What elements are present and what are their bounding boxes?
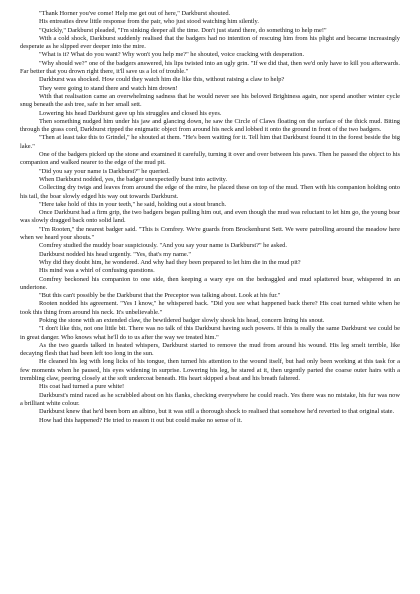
paragraph: "Here take hold of this in your teeth," he said, holding out a stout branch.	[39, 200, 227, 208]
paragraph: Comfrey beckoned his companion to one side, then keeping a wary eye on the bedraggled and mud splattered boar, whispered in an undertone.	[20, 275, 400, 291]
paragraph: "I'm Rooten," the nearest badger said. "This is Comfrey. We're guards from Brockenhurst Sett. We were patrolling around the meadow here when we heard your shouts."	[20, 225, 400, 242]
story-text	[20, 10, 400, 425]
paragraph: Poking the stone with an extended claw, the bewildered badger slowly shook his head, concern lining his snout.	[39, 316, 325, 324]
paragraph: "What is it? What do you want? Why won't you help me?" he shouted, voice cracking with desperation.	[39, 51, 305, 59]
paragraph: They were going to stand there and watch him drown!	[39, 84, 178, 92]
paragraph: "Then at least take this to Grindel," he shouted at them. "He's been waiting for it. Tell him that Darkburst found it in the forest beside the big lake."	[20, 134, 400, 150]
paragraph: Comfrey studied the muddy boar suspiciously. "And you say your name is Darkburst?" he asked.	[39, 242, 287, 250]
paragraph: "But this can't possibly be the Darkburst that the Preceptor was talking about. Look at his fur."	[39, 292, 281, 300]
paragraph: When Darkburst nodded, yes, the badger unexpectedly burst into activity.	[39, 175, 228, 183]
paragraph: His mind was a whirl of confusing questions.	[39, 267, 155, 275]
paragraph: Collecting dry twigs and leaves from around the edge of the mire, he placed these on top of the mud. Then with his companion holding onto his tail, the boar slowly edged his way out towards Darkburst.	[20, 184, 400, 200]
paragraph: "Thank Horner you've come! Help me get out of here," Darkburst shouted.	[39, 10, 231, 17]
paragraph: How had this happened? He tried to reason it out but could make no sense of it.	[39, 416, 243, 424]
paragraph: As the two guards talked in heated whispers, Darkburst started to remove the mud from around his wound. His leg smelt terrible, like decaying flesh that had been left too long in the sun.	[20, 341, 400, 358]
paragraph: "Why should we?" one of the badgers answered, his lips twisted into an ugly grin. "If we did that, then we'd only have to kill you afterwards. Far better that you drown right there, it'll save us a lot of trouble."	[20, 59, 400, 76]
paragraph: Darkburst knew that he'd been born an albino, but it was still a thorough shock to realised that somehow he'd reverted to that original state.	[39, 408, 395, 416]
paragraph: "Did you say your name is Darkburst?" he queried.	[39, 167, 170, 175]
paragraph: With a cold shock, Darkburst suddenly realised that the badgers had no intention of rescuing him from his plight and became increasingly desperate as he slipped ever deeper into the mire.	[20, 34, 400, 51]
paragraph: Once Darkburst had a firm grip, the two badgers began pulling him out, and even though the mud was reluctant to let him go, the young boar was slowly dragged back onto solid land.	[20, 209, 400, 225]
paragraph: "Quickly," Darkburst pleaded, "I'm sinking deeper all the time. Don't just stand there, do something to help me!"	[39, 26, 327, 34]
paragraph: He cleaned his leg with long licks of his tongue, then turned his attention to the wound itself, but had only been working at this task for a few moments when he paused, his eyes widening in surprise. Lowering his leg, he stared at it, then urgently parted the coarse outer hairs with a trembling claw, peering closely at the soft undercoat beneath. His heart skipped a beat and his breath faltered.	[20, 358, 400, 383]
paragraph: With that realisation came an overwhelming sadness that he would never see his beloved Brightness again, nor spend another winter cycle snug beneath the ash tree, safe in her small sett.	[20, 92, 400, 109]
paragraph: Then something nudged him under his jaw and glancing down, he saw the Circle of Claws floating on the surface of the thick mud. Biting through the grass cord, Darkburst ripped the enigmatic object from around his neck and lobbed it onto the ground in front of the two badgers.	[20, 117, 400, 134]
paragraph: One of the badgers picked up the stone and examined it carefully, turning it over and over between his paws. Then he passed the object to his companion and walked nearer to the edge of the mud pit.	[20, 151, 400, 167]
paragraph: His coat had turned a pure white!	[39, 383, 125, 391]
paragraph: Why did they doubt him, he wondered. And why had they been prepared to let him die in the mud pit?	[39, 258, 301, 266]
paragraph: Lowering his head Darkburst gave up his struggles and closed his eyes.	[39, 109, 222, 117]
paragraph: Darkburst nodded his head urgently. "Yes, that's my name."	[39, 250, 191, 258]
paragraph: His entreaties drew little response from the pair, who just stood watching him silently.	[39, 18, 259, 26]
paragraph: Rooten nodded his agreement. "Yes I know," he whispered back. "Did you see what happened back there? His coat turned white when he took this thing from around his neck. It's unbelievable."	[20, 300, 400, 316]
paragraph: "I don't like this, not one little bit. There was no talk of this Darkburst having such powers. If this is really the same Darkburst we could be in great danger. Who knows what he'll do to us after the way we treated him."	[20, 325, 400, 341]
paragraph: Darkburst was shocked. How could they watch him die like this, without raising a claw to help?	[39, 76, 285, 84]
paragraph: Darkburst's mind raced as he scrabbled about on his flanks, checking everywhere he could reach. Yes there was no mistake, his fur was now a brilliant white colour.	[20, 391, 400, 407]
